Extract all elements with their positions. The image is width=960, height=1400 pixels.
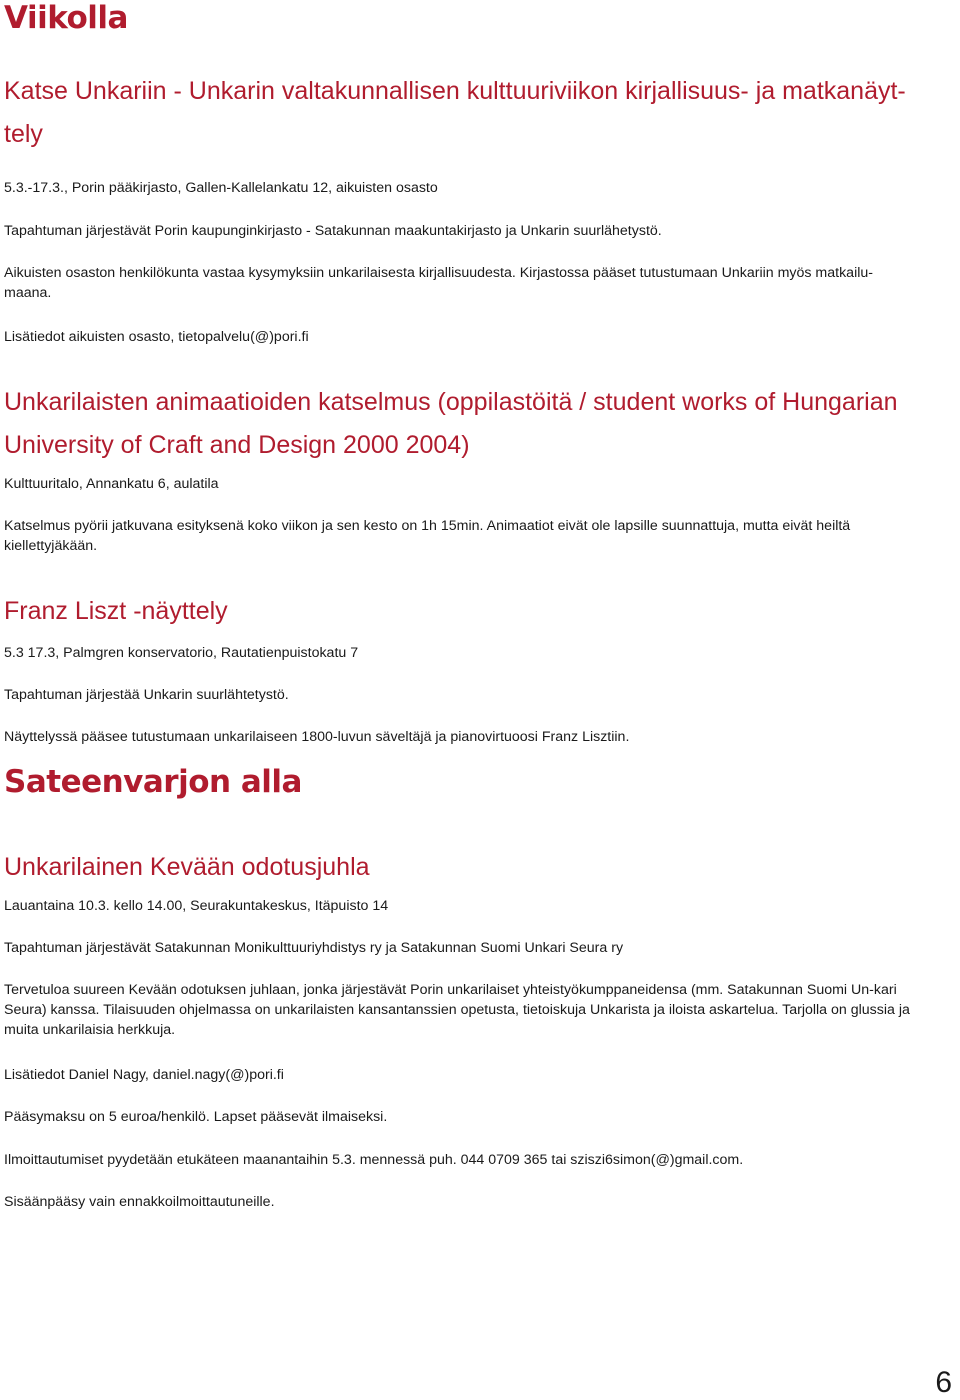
event-where: Kulttuuritalo, Annankatu 6, aulatila [4, 476, 219, 492]
event-organizer: Tapahtuman järjestää Unkarin suurlähtetystö. [4, 687, 289, 703]
section-heading-sateenvarjon-alla: Sateenvarjon alla [4, 764, 302, 800]
event-note: Sisäänpääsy vain ennakkoilmoittautuneille. [4, 1194, 275, 1210]
event-organizer: Tapahtuman järjestävät Porin kaupunginkirjasto - Satakunnan maakuntakirjasto ja Unkarin suurlähetystö. [4, 223, 662, 239]
event-description: Aikuisten osaston henkilökunta vastaa kysymyksiin unkarilaisesta kirjallisuudesta. Kirjastossa pääset tutustumaan Unkariin myös matkailu-maana. [4, 265, 873, 301]
event-organizer: Tapahtuman järjestävät Satakunnan Monikulttuuriyhdistys ry ja Satakunnan Suomi Unkari Seura ry [4, 940, 624, 956]
event-fee: Pääsymaksu on 5 euroa/henkilö. Lapset pääsevät ilmaiseksi. [4, 1109, 388, 1125]
event-title-animaatiot: Unkarilaisten animaatioiden katselmus (oppilastöitä / student works of Hungarian University of Craft and Design 2000 2004) [4, 388, 898, 459]
event-title-liszt: Franz Liszt -näyttely [4, 597, 228, 625]
event-description: Tervetuloa suureen Kevään odotuksen juhlaan, jonka järjestävät Porin unkarilaiset yhteistyökumppaneidensa (mm. Satakunnan Suomi Un-kari Seura) kanssa. Tilaisuuden ohjelmassa on unkarilaisten kansantanssien opetusta, tietoiskuja Unkarista ja iloista askartelua. Tarjolla on glussia ja muita unkarilaisia herkkuja. [4, 982, 910, 1038]
event-when-where: 5.3.-17.3., Porin pääkirjasto, Gallen-Kallelankatu 12, aikuisten osasto [4, 180, 438, 196]
event-title-katse-unkariin: Katse Unkariin - Unkarin valtakunnallisen kulttuuriviikon kirjallisuus- ja matkanäyt-tely [4, 77, 906, 148]
event-description: Näyttelyssä pääsee tutustumaan unkarilaiseen 1800-luvun säveltäjä ja pianovirtuoosi Franz Lisztiin. [4, 729, 630, 745]
event-description: Katselmus pyörii jatkuvana esityksenä koko viikon ja sen kesto on 1h 15min. Animaatiot eivät ole lapsille suunnattuja, mutta eivät heiltä kiellettyjäkään. [4, 518, 851, 554]
page-number: 6 [935, 1366, 952, 1399]
event-info: Lisätiedot aikuisten osasto, tietopalvelu(@)pori.fi [4, 329, 309, 345]
section-heading-viikolla: Viikolla [4, 0, 128, 36]
event-registration: Ilmoittautumiset pyydetään etukäteen maanantaihin 5.3. mennessä puh. 044 0709 365 tai sziszi6simon(@)gmail.com. [4, 1152, 744, 1168]
event-when-where: Lauantaina 10.3. kello 14.00, Seurakuntakeskus, Itäpuisto 14 [4, 898, 389, 914]
event-when-where: 5.3 17.3, Palmgren konservatorio, Rautatienpuistokatu 7 [4, 645, 359, 661]
event-info: Lisätiedot Daniel Nagy, daniel.nagy(@)pori.fi [4, 1067, 284, 1083]
event-title-kevaan-odotusjuhla: Unkarilainen Kevään odotusjuhla [4, 853, 370, 881]
